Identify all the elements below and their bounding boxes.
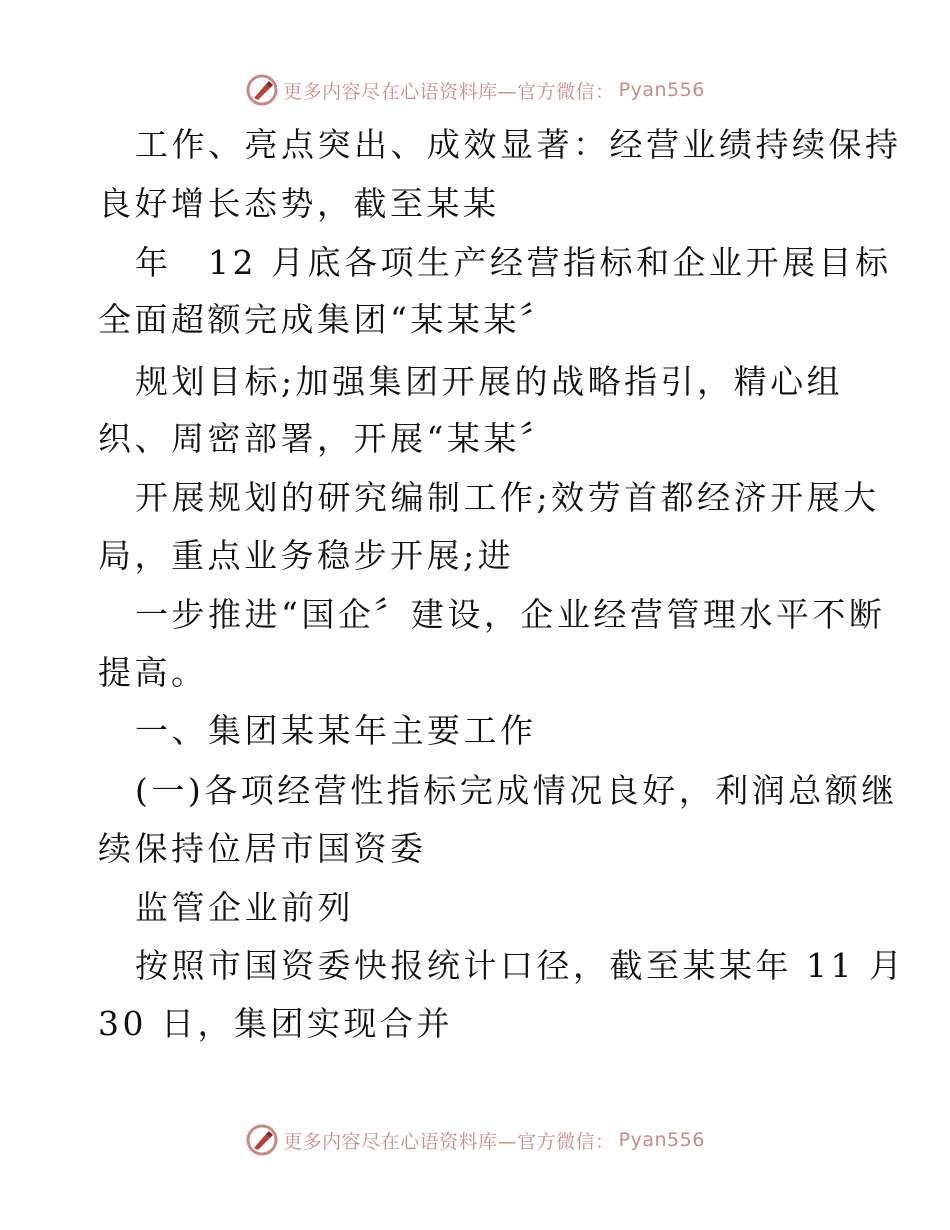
watermark-text: 更多内容尽在心语资料库—官方微信：	[283, 80, 615, 103]
paragraph-line: 一步推进“国企〞建设，企业经营管理水平不断	[135, 595, 886, 634]
subsection-heading: (一)各项经营性指标完成情况良好，利润总额继	[135, 771, 898, 810]
paragraph-line: 规划目标;加强集团开展的战略指引，精心组	[135, 362, 844, 401]
watermark-wechat-id: Pyan556	[618, 1129, 705, 1151]
footer-watermark	[0, 1120, 950, 1160]
paragraph-line: 续保持位居市国资委	[98, 829, 427, 868]
paragraph-line: 良好增长态势，截至某某	[98, 184, 500, 223]
paragraph-line: 年 12 月底各项生产经营指标和企业开展目标	[135, 243, 892, 282]
section-heading: 一、集团某某年主要工作	[135, 711, 537, 750]
paragraph-line: 工作、亮点突出、成效显著：经营业绩持续保持	[135, 125, 902, 164]
paragraph-line: 全面超额完成集团“某某某〞	[98, 300, 557, 339]
paragraph-line: 监管企业前列	[135, 888, 354, 927]
paragraph-line: 开展规划的研究编制工作;效劳首都经济开展大	[135, 478, 880, 517]
watermark-wechat-id: Pyan556	[618, 79, 705, 101]
paragraph-line: 织、周密部署，开展“某某〞	[98, 419, 557, 458]
pen-nib-icon	[245, 1123, 279, 1157]
paragraph-line: 按照市国资委快报统计口径，截至某某年 11 月	[135, 946, 906, 985]
paragraph-line: 30 日，集团实现合并	[98, 1004, 453, 1043]
paragraph-line: 提高。	[98, 653, 208, 692]
paragraph-line: 局，重点业务稳步开展;进	[98, 536, 515, 575]
watermark-text: 更多内容尽在心语资料库—官方微信：	[283, 1130, 615, 1153]
